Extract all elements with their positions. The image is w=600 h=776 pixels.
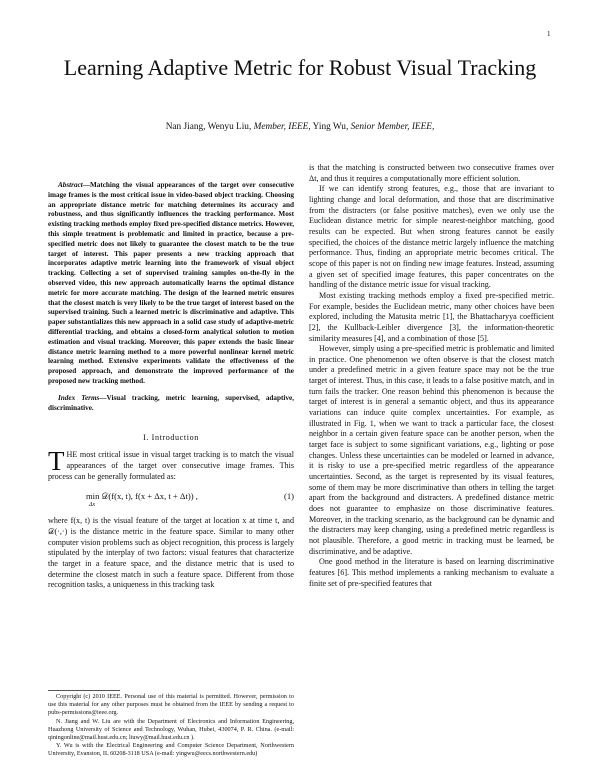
author-role-2: Senior Member, IEEE, bbox=[350, 122, 435, 132]
paper-title: Learning Adaptive Metric for Robust Visual Tracking bbox=[63, 55, 537, 80]
footnote-rule bbox=[48, 690, 120, 691]
intro-paragraph-cont: is that the matching is constructed between two consecutive frames over Δt, and thus it requires a computationally more efficient solution. bbox=[309, 163, 554, 183]
intro-paragraph-5: However, simply using a pre-specified metric is problematic and limited in practice. One phenomenon we often observe is that the closest match under a predefined metric in a given feature space may not be the true target of interest. Thus, in this case, it leads to a false positive match, and in turn fails the tracker. One reason behind this phenomenon is because the target of interest is in general a semantic object, and thus its appearance variations can induce quite complex uncertainties. For example, as illustrated in Fig. 1, when we want to track a particular face, the closest neighbor in a certain given feature space can be another person, when the target face is subject to some significant variations, e.g., lighting or pose changes. Unless these uncertainties can be modeled or learned in advance, it is risky to use a pre-specified metric regardless of the appearance uncertainties. Second, as the target is represented by its visual features, some of them may be more discriminative than others in telling the target apart from the background and distracters. A predefined distance metric does not guarantee to emphasize on those discriminative features. Moreover, in the tracking scenario, as the background can be dynamic and the distracters may keep changing, using a predefined metric regardless is not plausible. Therefore, a good metric in tracking must be learned, be discriminative, and be adaptive. bbox=[309, 344, 554, 556]
drop-cap: T bbox=[48, 446, 65, 477]
intro-paragraph-3: If we can identify strong features, e.g., those that are invariant to lighting change and local deformation, and those that are discriminative from the distracters (or false positive matches), even we only use the Euclidean distance metric for simple nearest-neighbor matching, good results can be expected. But when strong features cannot be easily specified, the choices of the distance metric largely influence the matching performance. Thus, finding an appropriate metric becomes critical. The scope of this paper is not on finding new image features. Instead, assuming a given set of specified image features, this paper concentrates on the handling of the distance metric issue for visual tracking. bbox=[309, 184, 554, 290]
intro-paragraph-2: where f(x, t) is the visual feature of the target at location x at time t, and 𝒟(·,·) is the distance metric in the feature space. Similar to many other computer vision problems such as object recognition, this process is largely stipulated by the interplay of two factors: visual features that characterize the target in a feature space, and the distance metric that is used to determine the closest match in such a feature space. Different from those recognition tasks, a uniqueness in this tracking task bbox=[48, 516, 294, 590]
footnotes bbox=[48, 693, 294, 759]
equation-subscript: Δx bbox=[89, 502, 96, 509]
intro-paragraph-4: Most existing tracking methods employ a fixed pre-specified metric. For example, besides the Euclidean metric, many other choices have been explored, including the Matusita metric [1], the Bhattacharyya coefficient [2], the Kullback-Leibler divergence [3], the information-theoretic similarity measures [4], and a combination of those [5]. bbox=[309, 290, 554, 343]
abstract bbox=[48, 181, 294, 387]
intro-paragraph-1 bbox=[48, 446, 294, 482]
right-column bbox=[309, 163, 554, 589]
equation-body: min 𝒟(f(x, t), f(x + Δx, t + Δt)) , bbox=[86, 491, 198, 502]
equation-1 bbox=[48, 486, 294, 512]
author-line bbox=[40, 121, 560, 133]
index-terms-text: —Visual tracking, metric learning, supervised, adaptive, discriminative. bbox=[48, 393, 294, 412]
author-names-2: Ying Wu, bbox=[312, 122, 349, 132]
index-terms-label: Index Terms bbox=[58, 393, 100, 402]
footnote-affiliation-2: Y. Wu is with the Electrical Engineering and Computer Science Department, Northwestern University, Evanston, IL 60208-3118 USA (e-mail: yingwu@eecs.northwestern.edu) bbox=[48, 742, 294, 758]
author-role-1: Member, IEEE, bbox=[253, 122, 311, 132]
intro-paragraph-6: One good method in the literature is based on learning discriminative features [6]. This method implements a ranking mechanism to evaluate a finite set of pre-specified features that bbox=[309, 557, 554, 588]
author-names-1: Nan Jiang, Wenyu Liu, bbox=[165, 122, 252, 132]
equation-number: (1) bbox=[283, 491, 294, 502]
abstract-text: —Matching the visual appearances of the target over consecutive image frames is the most critical issue in video-based object tracking. Choosing an appropriate distance metric for matching determines its accuracy and robustness, and thus significantly influences the tracking performance. Most existing tracking methods employ fixed pre-specified distance metrics. However, this simple treatment is problematic and limited in practice, because a pre-specified metric does not likely to guarantee the closest match to be the true target of interest. This paper presents a new tracking approach that incorporates adaptive metric learning into the framework of visual object tracking. Collecting a set of supervised training samples on-the-fly in the observed video, this new approach automatically learns the optimal distance metric for more accurate matching. The design of the learned metric ensures that the closest match is very likely to be the true target of interest based on the supervised training. Such a learned metric is discriminative and adaptive. This paper substantializes this new approach in a solid case study of adaptive-metric differential tracking, and obtains a closed-form analytical solution to motion estimation and visual tracking. Moreover, this paper extends the basic linear distance metric learning method to a more powerful nonlinear kernel metric learning method. Extensive experiments validate the effectiveness of the proposed approach, and demonstrate the improved performance of the proposed new tracking method. bbox=[48, 181, 294, 385]
intro-text-1: most critical issue in visual target tracking is to match the visual appearances of the target over consecutive image frames. This process can be generally formulated as: bbox=[48, 450, 294, 481]
abstract-label: Abstract bbox=[58, 181, 83, 189]
index-terms bbox=[48, 394, 294, 414]
footnote-copyright: Copyright (c) 2010 IEEE. Personal use of this material is permitted. However, permission to use this material for any other purposes must be obtained from the IEEE by sending a request to pubs-permissions@ieee.org. bbox=[48, 693, 294, 717]
footnote-affiliation-1: N. Jiang and W. Liu are with the Department of Electronics and Information Engineering, Huazhong University of Science and Technology, Wuhan, Hubei, 430074, P. R. China. (e-mail: qiningonline@mail.hust.edu.cn; liuwy@mail.hust.edu.cn ). bbox=[48, 717, 294, 742]
intro-first-word-rest: HE bbox=[66, 450, 78, 460]
left-column bbox=[48, 181, 294, 591]
page-number: 1 bbox=[547, 30, 551, 38]
section-heading-introduction: I. Introduction bbox=[143, 433, 199, 443]
